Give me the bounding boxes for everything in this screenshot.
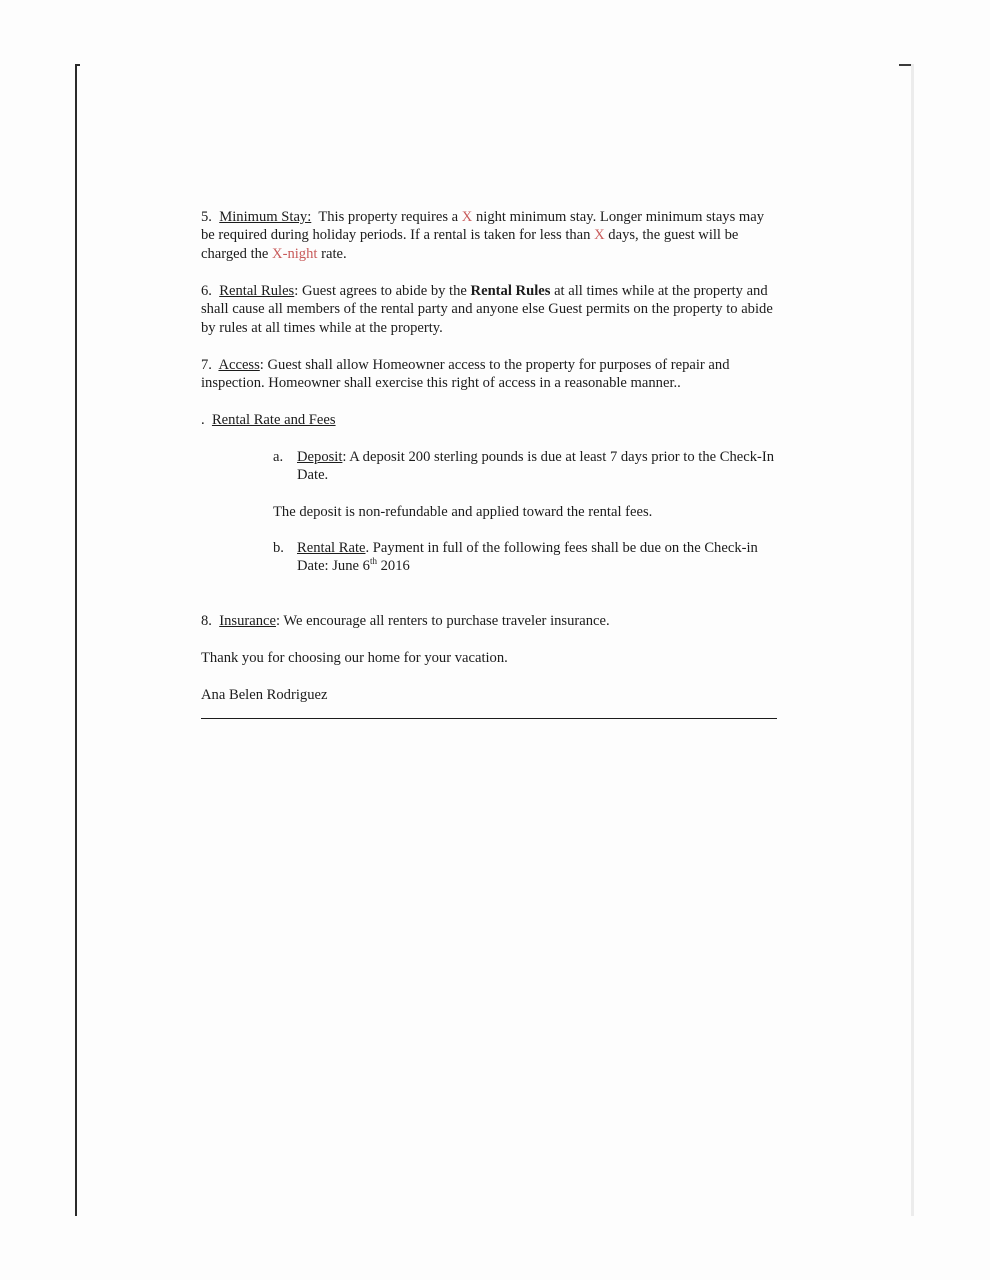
fees-item-deposit bbox=[273, 448, 781, 485]
date-year: 2016 bbox=[376, 558, 410, 575]
item-text bbox=[297, 539, 781, 576]
section-number: 6. bbox=[201, 283, 212, 299]
scan-edge-left bbox=[75, 64, 77, 1216]
item-text bbox=[297, 448, 781, 485]
section-number: 7. bbox=[201, 357, 212, 373]
item-heading: Rental Rate bbox=[297, 540, 366, 556]
section-text: : Guest agrees to abide by the bbox=[294, 283, 471, 299]
scan-edge-right bbox=[911, 64, 914, 1216]
section-text: : Guest shall allow Homeowner access to the property for purposes of repair and inspection. Homeowner shall exercise this right of access in a reasonable manner.. bbox=[201, 357, 730, 392]
placeholder-x: X bbox=[594, 227, 605, 244]
section-rental-rules bbox=[201, 282, 781, 337]
closing-line: Thank you for choosing our home for your vacation. bbox=[201, 650, 508, 666]
section-text: night minimum stay. Longer minimum stays may be required during holiday periods. If a rental is taken for less than bbox=[201, 209, 765, 244]
fees-item-rental-rate bbox=[273, 539, 781, 576]
section-heading: Insurance bbox=[219, 613, 276, 629]
section-text: : We encourage all renters to purchase traveler insurance. bbox=[275, 613, 610, 629]
section-heading: Access bbox=[218, 357, 260, 373]
placeholder-x-night: X-night bbox=[272, 245, 318, 262]
section-insurance bbox=[201, 612, 781, 630]
item-body: : A deposit 200 sterling pounds is due at least 7 days prior to the Check-In Date. bbox=[297, 449, 775, 484]
list-marker: a. bbox=[273, 449, 284, 465]
section-number: 5. bbox=[201, 209, 212, 225]
rental-rules-bold: Rental Rules bbox=[470, 283, 551, 299]
item-heading: Deposit bbox=[297, 449, 343, 465]
list-marker: b. bbox=[273, 540, 284, 556]
section-text: days, the guest will be charged the bbox=[201, 227, 739, 262]
date-ordinal-suffix: th bbox=[369, 556, 377, 567]
section-minimum-stay bbox=[201, 208, 781, 263]
section-text: This property requires a bbox=[318, 209, 462, 225]
item-body: . Payment in full of the following fees shall be due on the Check-in Date: June 6 bbox=[297, 540, 758, 575]
deposit-note: The deposit is non-refundable and applied toward the rental fees. bbox=[273, 504, 653, 520]
section-rental-rate-fees bbox=[201, 411, 781, 429]
section-number: 8. bbox=[201, 613, 212, 629]
section-text: rate. bbox=[317, 245, 347, 262]
section-heading: Rental Rate and Fees bbox=[211, 412, 336, 428]
section-heading: Rental Rules bbox=[219, 283, 295, 299]
placeholder-x: X bbox=[461, 209, 473, 225]
scan-tick-top bbox=[75, 64, 80, 66]
section-number: . bbox=[201, 412, 205, 428]
signature-line bbox=[201, 718, 777, 720]
section-text: at all times while at the property and shall cause all members of the rental party and anyone else Guest permits on the property to abide by rules at all times while at the property. bbox=[201, 283, 773, 336]
signer-name: Ana Belen Rodriguez bbox=[201, 687, 328, 703]
section-heading: Minimum Stay: bbox=[219, 209, 312, 225]
section-access bbox=[201, 356, 781, 393]
